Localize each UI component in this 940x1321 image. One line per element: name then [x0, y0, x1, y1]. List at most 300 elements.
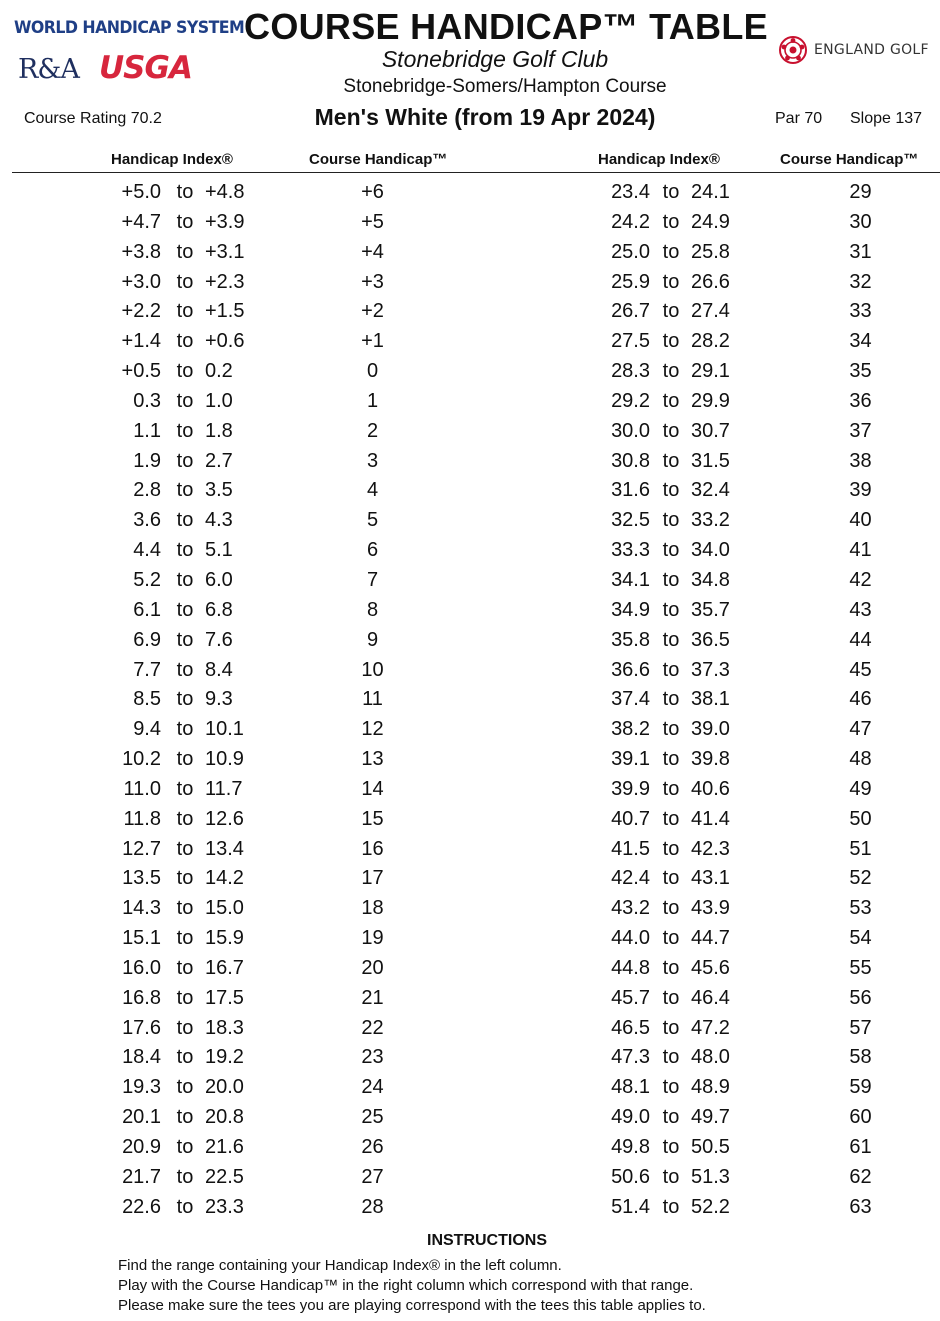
table-row [0, 685, 940, 715]
left-course-handicap: 16 [361, 837, 384, 860]
left-index-from: 12.7 [122, 837, 161, 860]
col-header-left-ch: Course Handicap™ [309, 151, 448, 168]
right-index-from: 41.5 [611, 837, 650, 860]
right-range-to: to [662, 568, 680, 591]
right-range-to: to [662, 1046, 680, 1069]
right-range-to: to [662, 867, 680, 890]
right-index-from: 47.3 [611, 1046, 650, 1069]
col-header-right-index: Handicap Index® [598, 151, 720, 168]
left-index-from: 21.7 [122, 1165, 161, 1188]
right-index-to: 43.1 [691, 867, 730, 890]
table-row [0, 596, 940, 626]
left-range-to: to [176, 449, 194, 472]
left-index-to: 21.6 [205, 1136, 244, 1158]
table-row [0, 656, 940, 686]
table-row [0, 238, 940, 268]
right-index-to: 47.2 [691, 1016, 730, 1039]
right-index-to: 38.1 [691, 688, 730, 711]
par: Par 70 [775, 110, 823, 127]
left-range-to: to [176, 1076, 194, 1099]
right-course-handicap: 57 [849, 1016, 872, 1039]
right-course-handicap: 63 [849, 1195, 872, 1218]
page-title: COURSE HANDICAP™ TABLE [244, 6, 768, 47]
right-course-handicap: 39 [849, 479, 872, 502]
right-index-to: 31.5 [691, 449, 730, 472]
left-course-handicap: 4 [366, 479, 379, 502]
left-index-to: +4.8 [205, 181, 245, 203]
left-index-from: 1.9 [133, 449, 161, 472]
right-course-handicap: 47 [849, 718, 872, 741]
left-index-from: 19.3 [122, 1076, 161, 1099]
table-row [0, 327, 940, 357]
right-course-handicap: 34 [849, 330, 872, 353]
table-row [0, 894, 940, 924]
right-course-handicap: 31 [849, 240, 872, 263]
left-index-to: 20.8 [205, 1106, 244, 1129]
table-row [0, 178, 940, 208]
left-course-handicap: +2 [361, 300, 384, 323]
right-course-handicap: 52 [849, 867, 872, 890]
left-course-handicap: 24 [361, 1076, 384, 1099]
left-index-to: 1.0 [205, 389, 233, 412]
table-row [0, 1163, 940, 1193]
right-course-handicap: 41 [849, 539, 872, 562]
left-index-from: 7.7 [133, 658, 161, 681]
table-row [0, 387, 940, 417]
left-range-to: to [176, 718, 194, 741]
left-range-to: to [176, 598, 194, 621]
right-index-from: 36.6 [611, 658, 650, 681]
left-course-handicap: 8 [366, 598, 379, 621]
left-range-to: to [176, 867, 194, 890]
right-course-handicap: 45 [849, 658, 872, 681]
left-course-handicap: 13 [361, 748, 384, 771]
right-course-handicap: 29 [849, 181, 872, 203]
left-index-from: 14.3 [122, 897, 161, 920]
right-index-to: 34.8 [691, 568, 730, 591]
instruction-line: Please make sure the tees you are playing correspond with the tees this table applies to. [118, 1297, 706, 1314]
table-row [0, 536, 940, 566]
right-course-handicap: 58 [849, 1046, 872, 1069]
left-course-handicap: 11 [362, 688, 383, 711]
right-index-from: 45.7 [611, 986, 650, 1009]
left-range-to: to [176, 688, 194, 711]
right-index-to: 52.2 [691, 1195, 730, 1218]
right-index-from: 50.6 [611, 1165, 650, 1188]
left-index-to: 14.2 [205, 867, 244, 890]
right-range-to: to [662, 479, 680, 502]
left-index-from: +0.5 [121, 360, 161, 383]
left-course-handicap: 27 [361, 1165, 384, 1188]
left-index-to: 23.3 [205, 1195, 244, 1218]
right-range-to: to [662, 1106, 680, 1129]
left-course-handicap: 6 [366, 539, 379, 562]
left-index-from: 8.5 [133, 688, 161, 711]
table-row [0, 1073, 940, 1103]
course-name: Stonebridge-Somers/Hampton Course [343, 76, 667, 97]
right-index-from: 40.7 [611, 807, 650, 830]
table-row [0, 864, 940, 894]
left-course-handicap: 10 [361, 658, 384, 681]
left-index-from: 9.4 [133, 718, 161, 741]
right-course-handicap: 38 [849, 449, 872, 472]
left-index-from: +3.8 [121, 240, 161, 263]
left-index-from: 11.0 [123, 777, 161, 800]
right-course-handicap: 37 [849, 419, 872, 442]
right-index-from: 39.1 [611, 748, 650, 771]
left-range-to: to [176, 479, 194, 502]
left-index-to: +0.6 [205, 330, 245, 353]
left-range-to: to [176, 1046, 194, 1069]
right-range-to: to [662, 628, 680, 651]
right-index-from: 34.9 [611, 598, 650, 621]
left-course-handicap: 2 [366, 419, 379, 442]
right-course-handicap: 61 [849, 1136, 872, 1158]
left-index-from: +5.0 [121, 181, 161, 203]
left-index-to: 4.3 [205, 509, 233, 532]
left-index-to: 12.6 [205, 807, 244, 830]
left-range-to: to [176, 837, 194, 860]
right-index-from: 23.4 [611, 181, 650, 203]
right-index-from: 33.3 [611, 539, 650, 562]
right-range-to: to [662, 509, 680, 532]
right-index-to: 42.3 [691, 837, 730, 860]
right-index-from: 48.1 [611, 1076, 650, 1099]
right-index-to: 39.8 [691, 748, 730, 771]
right-range-to: to [662, 300, 680, 323]
left-course-handicap: 17 [361, 867, 384, 890]
left-index-to: 7.6 [205, 628, 233, 651]
right-range-to: to [662, 270, 680, 293]
left-course-handicap: 22 [361, 1016, 384, 1039]
left-index-to: 15.0 [205, 897, 244, 920]
right-range-to: to [662, 1016, 680, 1039]
left-range-to: to [176, 1136, 194, 1158]
right-range-to: to [662, 598, 680, 621]
right-index-to: 29.9 [691, 389, 730, 412]
left-course-handicap: 14 [361, 777, 384, 800]
left-index-from: 3.6 [133, 509, 161, 532]
left-index-to: 0.2 [205, 360, 233, 383]
left-index-to: 1.8 [205, 419, 233, 442]
left-range-to: to [176, 1195, 194, 1218]
left-index-from: 22.6 [122, 1195, 161, 1218]
right-index-to: 49.7 [691, 1106, 730, 1129]
right-range-to: to [662, 927, 680, 950]
right-index-from: 35.8 [611, 628, 650, 651]
right-index-to: 39.0 [691, 718, 730, 741]
col-header-right-ch: Course Handicap™ [780, 151, 919, 168]
right-index-from: 32.5 [611, 509, 650, 532]
right-range-to: to [662, 210, 680, 233]
instructions-title: INSTRUCTIONS [427, 1232, 547, 1249]
left-index-from: 16.8 [122, 986, 161, 1009]
left-index-to: +3.1 [205, 240, 245, 263]
left-course-handicap: 19 [361, 927, 384, 950]
left-index-to: 8.4 [205, 658, 233, 681]
right-course-handicap: 51 [849, 837, 872, 860]
right-index-to: 33.2 [691, 509, 730, 532]
table-row [0, 1193, 940, 1223]
right-index-from: 28.3 [611, 360, 650, 383]
left-range-to: to [176, 240, 194, 263]
left-range-to: to [176, 956, 194, 979]
table-row [0, 1043, 940, 1073]
right-index-to: 50.5 [691, 1136, 730, 1158]
left-index-from: 17.6 [122, 1016, 161, 1039]
left-course-handicap: 12 [361, 718, 384, 741]
table-row [0, 745, 940, 775]
right-range-to: to [662, 837, 680, 860]
table-row [0, 626, 940, 656]
right-course-handicap: 60 [849, 1106, 872, 1129]
right-range-to: to [662, 807, 680, 830]
left-index-to: 6.8 [205, 598, 233, 621]
left-index-to: 5.1 [205, 539, 233, 562]
right-index-from: 39.9 [611, 777, 650, 800]
left-range-to: to [176, 330, 194, 353]
right-index-to: 40.6 [691, 777, 730, 800]
left-index-from: +2.2 [121, 300, 161, 323]
left-index-from: 15.1 [122, 927, 161, 950]
left-range-to: to [176, 1106, 194, 1129]
right-index-to: 34.0 [691, 539, 730, 562]
left-range-to: to [176, 270, 194, 293]
table-row [0, 924, 940, 954]
whs-logo: WORLD HANDICAP SYSTEM [14, 18, 245, 38]
right-range-to: to [662, 181, 680, 203]
right-range-to: to [662, 897, 680, 920]
right-index-from: 24.2 [611, 210, 650, 233]
left-range-to: to [176, 210, 194, 233]
right-range-to: to [662, 240, 680, 263]
right-index-to: 51.3 [691, 1165, 730, 1188]
left-course-handicap: 5 [366, 509, 379, 532]
right-range-to: to [662, 539, 680, 562]
right-range-to: to [662, 986, 680, 1009]
right-course-handicap: 36 [849, 389, 872, 412]
left-course-handicap: +4 [361, 240, 384, 263]
right-course-handicap: 42 [849, 568, 872, 591]
left-course-handicap: +6 [361, 181, 384, 203]
right-course-handicap: 33 [849, 300, 872, 323]
right-index-to: 48.9 [691, 1076, 730, 1099]
right-index-from: 31.6 [611, 479, 650, 502]
table-row [0, 805, 940, 835]
right-index-from: 37.4 [611, 688, 650, 711]
right-course-handicap: 48 [849, 748, 872, 771]
right-index-from: 25.9 [611, 270, 650, 293]
table-row [0, 1103, 940, 1133]
left-course-handicap: 23 [361, 1046, 384, 1069]
right-index-from: 49.0 [611, 1106, 650, 1129]
left-range-to: to [176, 300, 194, 323]
right-index-to: 44.7 [691, 927, 730, 950]
right-index-to: 48.0 [691, 1046, 730, 1069]
header-rule [12, 172, 940, 173]
instruction-line: Play with the Course Handicap™ in the right column which correspond with that range. [118, 1277, 694, 1294]
left-course-handicap: +1 [361, 330, 384, 353]
left-index-from: 10.2 [122, 748, 161, 771]
right-index-to: 27.4 [691, 300, 730, 323]
left-course-handicap: 20 [361, 956, 384, 979]
right-range-to: to [662, 777, 680, 800]
left-course-handicap: 25 [361, 1106, 384, 1129]
right-index-from: 26.7 [611, 300, 650, 323]
right-index-from: 38.2 [611, 718, 650, 741]
left-course-handicap: 1 [366, 389, 379, 412]
england-golf-text: ENGLAND GOLF [814, 42, 929, 58]
right-index-to: 25.8 [691, 240, 730, 263]
left-index-from: 6.1 [133, 598, 161, 621]
left-index-from: 16.0 [122, 956, 161, 979]
left-index-to: 18.3 [205, 1016, 244, 1039]
left-index-to: 15.9 [205, 927, 244, 950]
right-index-to: 43.9 [691, 897, 730, 920]
right-index-to: 24.9 [691, 210, 730, 233]
right-index-to: 36.5 [691, 628, 730, 651]
right-index-to: 46.4 [691, 986, 730, 1009]
left-range-to: to [176, 360, 194, 383]
right-course-handicap: 62 [849, 1165, 872, 1188]
table-row [0, 715, 940, 745]
right-index-to: 29.1 [691, 360, 730, 383]
left-course-handicap: 28 [361, 1195, 384, 1218]
right-course-handicap: 40 [849, 509, 872, 532]
right-range-to: to [662, 389, 680, 412]
left-index-from: 1.1 [133, 419, 161, 442]
right-index-from: 42.4 [611, 867, 650, 890]
table-row [0, 268, 940, 298]
table-row [0, 984, 940, 1014]
left-index-to: 20.0 [205, 1076, 244, 1099]
right-index-to: 30.7 [691, 419, 730, 442]
left-range-to: to [176, 777, 194, 800]
right-index-from: 25.0 [611, 240, 650, 263]
left-index-to: 10.1 [205, 718, 244, 741]
left-index-from: 2.8 [133, 479, 161, 502]
left-index-to: +2.3 [205, 270, 245, 293]
left-index-to: 9.3 [205, 688, 233, 711]
left-course-handicap: 9 [366, 628, 379, 651]
left-index-to: 13.4 [205, 837, 244, 860]
left-index-to: +3.9 [205, 210, 245, 233]
left-index-from: 0.3 [133, 389, 161, 412]
left-range-to: to [176, 568, 194, 591]
right-range-to: to [662, 688, 680, 711]
left-course-handicap: 21 [361, 986, 384, 1009]
table-row [0, 476, 940, 506]
right-course-handicap: 53 [849, 897, 872, 920]
left-index-from: +1.4 [121, 330, 161, 353]
left-index-from: 20.9 [122, 1136, 161, 1158]
right-index-to: 28.2 [691, 330, 730, 353]
slope: Slope 137 [850, 110, 923, 127]
right-index-from: 44.8 [611, 956, 650, 979]
left-range-to: to [176, 1016, 194, 1039]
right-index-to: 32.4 [691, 479, 730, 502]
right-index-from: 34.1 [611, 568, 650, 591]
right-course-handicap: 44 [849, 628, 872, 651]
left-range-to: to [176, 419, 194, 442]
table-row [0, 208, 940, 238]
table-row [0, 775, 940, 805]
left-range-to: to [176, 748, 194, 771]
left-range-to: to [176, 897, 194, 920]
right-range-to: to [662, 1195, 680, 1218]
right-index-to: 26.6 [691, 270, 730, 293]
handicap-table [0, 178, 940, 1223]
left-course-handicap: 15 [361, 807, 384, 830]
right-index-from: 27.5 [611, 330, 650, 353]
right-range-to: to [662, 449, 680, 472]
right-range-to: to [662, 748, 680, 771]
right-range-to: to [662, 360, 680, 383]
left-index-to: 11.7 [205, 777, 243, 800]
left-index-to: 19.2 [205, 1046, 244, 1069]
table-row [0, 297, 940, 327]
left-index-from: 5.2 [133, 568, 161, 591]
left-index-from: 6.9 [133, 628, 161, 651]
left-index-from: 4.4 [133, 539, 161, 562]
left-course-handicap: 0 [366, 360, 379, 383]
right-index-from: 30.0 [611, 419, 650, 442]
right-index-from: 46.5 [611, 1016, 650, 1039]
right-range-to: to [662, 419, 680, 442]
ra-logo: R&A [18, 54, 79, 85]
right-range-to: to [662, 1076, 680, 1099]
left-range-to: to [176, 986, 194, 1009]
right-course-handicap: 30 [849, 210, 872, 233]
right-index-from: 43.2 [611, 897, 650, 920]
right-range-to: to [662, 330, 680, 353]
right-index-from: 29.2 [611, 389, 650, 412]
right-course-handicap: 35 [849, 360, 872, 383]
left-index-to: 2.7 [205, 449, 233, 472]
left-course-handicap: +3 [361, 270, 384, 293]
right-course-handicap: 46 [849, 688, 872, 711]
right-course-handicap: 56 [849, 986, 872, 1009]
left-index-from: 18.4 [122, 1046, 161, 1069]
left-range-to: to [176, 1165, 194, 1188]
right-index-to: 45.6 [691, 956, 730, 979]
right-range-to: to [662, 956, 680, 979]
table-row [0, 954, 940, 984]
right-index-from: 30.8 [611, 449, 650, 472]
left-range-to: to [176, 539, 194, 562]
left-course-handicap: 3 [366, 449, 379, 472]
right-range-to: to [662, 1136, 680, 1158]
right-range-to: to [662, 1165, 680, 1188]
left-index-from: 11.8 [123, 807, 161, 830]
left-index-to: +1.5 [205, 300, 245, 323]
right-course-handicap: 32 [849, 270, 872, 293]
right-index-to: 41.4 [691, 807, 730, 830]
left-range-to: to [176, 927, 194, 950]
instruction-line: Find the range containing your Handicap Index® in the left column. [118, 1257, 562, 1274]
left-course-handicap: 26 [361, 1136, 384, 1158]
left-index-from: 20.1 [122, 1106, 161, 1129]
left-index-to: 17.5 [205, 986, 244, 1009]
usga-logo: USGA [99, 50, 192, 86]
left-range-to: to [176, 389, 194, 412]
left-course-handicap: 18 [361, 897, 384, 920]
table-row [0, 357, 940, 387]
left-index-to: 16.7 [205, 956, 244, 979]
table-row [0, 1133, 940, 1163]
left-index-to: 22.5 [205, 1165, 244, 1188]
right-index-to: 24.1 [691, 181, 730, 203]
